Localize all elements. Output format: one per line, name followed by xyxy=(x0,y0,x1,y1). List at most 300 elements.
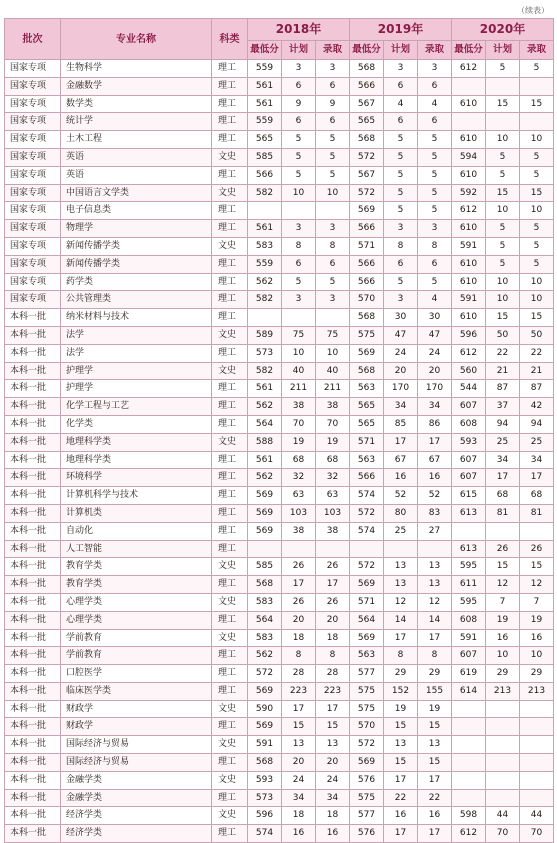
plan-2019-cell: 3 xyxy=(384,60,418,78)
category-cell: 文史 xyxy=(212,184,248,202)
major-cell: 英语 xyxy=(61,148,212,166)
major-cell: 中国语言文学类 xyxy=(61,184,212,202)
plan-2020-cell: 10 xyxy=(486,131,520,149)
table-row xyxy=(5,682,554,700)
admitted-2018-cell: 103 xyxy=(316,504,350,522)
admitted-2020-cell xyxy=(520,736,554,754)
category-cell: 文史 xyxy=(212,237,248,255)
min-score-2020-cell: 610 xyxy=(452,131,486,149)
major-cell: 临床医学类 xyxy=(61,682,212,700)
min-score-2019-cell: 572 xyxy=(350,558,384,576)
min-score-2019-cell: 566 xyxy=(350,273,384,291)
table-row xyxy=(5,202,554,220)
min-score-2018-cell: 561 xyxy=(248,451,282,469)
major-cell: 数学类 xyxy=(61,95,212,113)
admitted-2019-cell: 83 xyxy=(418,504,452,522)
min-score-2019-cell: 568 xyxy=(350,60,384,78)
min-score-2019-cell: 577 xyxy=(350,807,384,825)
admitted-2019-cell: 15 xyxy=(418,718,452,736)
admitted-2018-cell xyxy=(316,540,350,558)
plan-2018-cell: 13 xyxy=(282,736,316,754)
admitted-2018-cell: 9 xyxy=(316,95,350,113)
category-cell: 理工 xyxy=(212,718,248,736)
table-row xyxy=(5,415,554,433)
plan-2019-cell: 170 xyxy=(384,380,418,398)
plan-2018-cell: 3 xyxy=(282,60,316,78)
table-row xyxy=(5,273,554,291)
plan-2019-cell: 15 xyxy=(384,718,418,736)
table-row xyxy=(5,593,554,611)
admitted-2020-cell xyxy=(520,522,554,540)
admitted-2018-cell: 26 xyxy=(316,558,350,576)
batch-cell: 国家专项 xyxy=(5,273,61,291)
plan-2019-cell xyxy=(384,540,418,558)
category-cell: 理工 xyxy=(212,131,248,149)
category-cell: 理工 xyxy=(212,255,248,273)
table-row xyxy=(5,95,554,113)
admitted-2018-cell: 6 xyxy=(316,255,350,273)
admitted-2018-cell: 15 xyxy=(316,718,350,736)
major-cell: 土木工程 xyxy=(61,131,212,149)
table-row xyxy=(5,825,554,843)
admitted-2019-cell: 5 xyxy=(418,273,452,291)
min-score-2019-cell: 569 xyxy=(350,754,384,772)
min-score-2018-cell: 568 xyxy=(248,754,282,772)
admitted-2020-cell: 10 xyxy=(520,202,554,220)
category-cell: 理工 xyxy=(212,789,248,807)
table-row xyxy=(5,611,554,629)
batch-cell: 本科一批 xyxy=(5,469,61,487)
admitted-2020-cell: 87 xyxy=(520,380,554,398)
plan-2020-cell: 19 xyxy=(486,611,520,629)
plan-2018-cell: 26 xyxy=(282,558,316,576)
category-cell: 理工 xyxy=(212,576,248,594)
plan-2020-cell: 68 xyxy=(486,487,520,505)
table-row xyxy=(5,504,554,522)
min-score-2018-cell: 572 xyxy=(248,665,282,683)
min-score-2018-cell xyxy=(248,309,282,327)
admitted-2020-cell: 19 xyxy=(520,611,554,629)
plan-2020-cell: 7 xyxy=(486,593,520,611)
plan-2020-cell: 37 xyxy=(486,398,520,416)
table-row xyxy=(5,255,554,273)
plan-2020-cell: 10 xyxy=(486,647,520,665)
batch-cell: 国家专项 xyxy=(5,60,61,78)
major-cell: 化学类 xyxy=(61,415,212,433)
header-category: 科类 xyxy=(212,19,248,60)
min-score-2020-cell: 613 xyxy=(452,504,486,522)
batch-cell: 本科一批 xyxy=(5,362,61,380)
plan-2018-cell: 6 xyxy=(282,113,316,131)
batch-cell: 本科一批 xyxy=(5,807,61,825)
major-cell: 计算机类 xyxy=(61,504,212,522)
admitted-2019-cell: 6 xyxy=(418,77,452,95)
table-row xyxy=(5,60,554,78)
plan-2020-cell: 10 xyxy=(486,291,520,309)
admitted-2018-cell: 16 xyxy=(316,825,350,843)
admitted-2018-cell: 34 xyxy=(316,789,350,807)
major-cell: 护理学 xyxy=(61,362,212,380)
min-score-2020-cell: 610 xyxy=(452,309,486,327)
min-score-2020-cell: 614 xyxy=(452,682,486,700)
admitted-2019-cell: 5 xyxy=(418,184,452,202)
min-score-2019-cell: 577 xyxy=(350,665,384,683)
header-major: 专业名称 xyxy=(61,19,212,60)
plan-2019-cell: 20 xyxy=(384,362,418,380)
category-cell: 理工 xyxy=(212,522,248,540)
admitted-2019-cell: 5 xyxy=(418,202,452,220)
plan-2018-cell: 70 xyxy=(282,415,316,433)
min-score-2018-cell: 568 xyxy=(248,576,282,594)
plan-2019-cell: 34 xyxy=(384,398,418,416)
batch-cell: 国家专项 xyxy=(5,148,61,166)
min-score-2020-cell: 619 xyxy=(452,665,486,683)
plan-2020-cell xyxy=(486,736,520,754)
plan-2020-cell: 5 xyxy=(486,148,520,166)
plan-2018-cell: 28 xyxy=(282,665,316,683)
major-cell: 地理科学类 xyxy=(61,451,212,469)
min-score-2018-cell: 562 xyxy=(248,398,282,416)
admitted-2019-cell: 17 xyxy=(418,771,452,789)
major-cell: 生物科学 xyxy=(61,60,212,78)
min-score-2018-cell: 582 xyxy=(248,291,282,309)
min-score-2019-cell: 576 xyxy=(350,825,384,843)
plan-2020-cell: 15 xyxy=(486,184,520,202)
min-score-2018-cell: 569 xyxy=(248,682,282,700)
category-cell: 理工 xyxy=(212,665,248,683)
batch-cell: 国家专项 xyxy=(5,291,61,309)
plan-2020-cell: 21 xyxy=(486,362,520,380)
category-cell: 理工 xyxy=(212,415,248,433)
min-score-2019-cell: 565 xyxy=(350,398,384,416)
batch-cell: 本科一批 xyxy=(5,344,61,362)
plan-2018-cell: 103 xyxy=(282,504,316,522)
admitted-2020-cell: 10 xyxy=(520,273,554,291)
plan-2019-cell: 8 xyxy=(384,647,418,665)
min-score-2018-cell: 583 xyxy=(248,237,282,255)
batch-cell: 本科一批 xyxy=(5,789,61,807)
admitted-2018-cell: 8 xyxy=(316,647,350,665)
table-row xyxy=(5,113,554,131)
admitted-2020-cell xyxy=(520,113,554,131)
plan-2019-cell: 17 xyxy=(384,771,418,789)
batch-cell: 国家专项 xyxy=(5,131,61,149)
admitted-2018-cell: 211 xyxy=(316,380,350,398)
header-admitted: 录取 xyxy=(316,41,350,60)
category-cell: 文史 xyxy=(212,807,248,825)
min-score-2020-cell xyxy=(452,77,486,95)
plan-2018-cell: 38 xyxy=(282,522,316,540)
min-score-2018-cell: 583 xyxy=(248,629,282,647)
min-score-2020-cell: 591 xyxy=(452,237,486,255)
major-cell: 口腔医学 xyxy=(61,665,212,683)
min-score-2019-cell: 567 xyxy=(350,95,384,113)
admitted-2018-cell: 13 xyxy=(316,736,350,754)
admitted-2019-cell: 27 xyxy=(418,522,452,540)
plan-2019-cell: 22 xyxy=(384,789,418,807)
admitted-2019-cell: 8 xyxy=(418,647,452,665)
min-score-2020-cell: 610 xyxy=(452,273,486,291)
admitted-2019-cell: 16 xyxy=(418,469,452,487)
admitted-2020-cell: 22 xyxy=(520,344,554,362)
admitted-2018-cell: 40 xyxy=(316,362,350,380)
table-row xyxy=(5,344,554,362)
major-cell: 经济学类 xyxy=(61,825,212,843)
plan-2018-cell: 223 xyxy=(282,682,316,700)
min-score-2020-cell: 612 xyxy=(452,60,486,78)
major-cell: 公共管理类 xyxy=(61,291,212,309)
admitted-2019-cell: 15 xyxy=(418,754,452,772)
admitted-2019-cell: 17 xyxy=(418,433,452,451)
batch-cell: 本科一批 xyxy=(5,522,61,540)
admitted-2019-cell: 52 xyxy=(418,487,452,505)
min-score-2018-cell: 559 xyxy=(248,255,282,273)
major-cell: 电子信息类 xyxy=(61,202,212,220)
min-score-2019-cell: 569 xyxy=(350,344,384,362)
plan-2020-cell: 16 xyxy=(486,629,520,647)
plan-2020-cell xyxy=(486,771,520,789)
min-score-2020-cell xyxy=(452,718,486,736)
min-score-2019-cell: 568 xyxy=(350,362,384,380)
table-row xyxy=(5,326,554,344)
min-score-2019-cell: 569 xyxy=(350,202,384,220)
admitted-2018-cell: 3 xyxy=(316,60,350,78)
plan-2020-cell: 34 xyxy=(486,451,520,469)
plan-2020-cell: 94 xyxy=(486,415,520,433)
plan-2019-cell: 3 xyxy=(384,291,418,309)
admitted-2019-cell: 30 xyxy=(418,309,452,327)
plan-2020-cell: 22 xyxy=(486,344,520,362)
category-cell: 理工 xyxy=(212,451,248,469)
admitted-2020-cell xyxy=(520,771,554,789)
min-score-2018-cell: 562 xyxy=(248,647,282,665)
major-cell: 学前教育 xyxy=(61,629,212,647)
admitted-2018-cell: 6 xyxy=(316,113,350,131)
plan-2018-cell: 10 xyxy=(282,184,316,202)
admitted-2018-cell xyxy=(316,202,350,220)
plan-2019-cell: 5 xyxy=(384,202,418,220)
min-score-2019-cell: 576 xyxy=(350,771,384,789)
min-score-2019-cell: 572 xyxy=(350,148,384,166)
table-row xyxy=(5,665,554,683)
category-cell: 文史 xyxy=(212,148,248,166)
min-score-2020-cell: 594 xyxy=(452,148,486,166)
admitted-2020-cell: 5 xyxy=(520,237,554,255)
plan-2020-cell: 44 xyxy=(486,807,520,825)
plan-2018-cell: 6 xyxy=(282,77,316,95)
plan-2020-cell xyxy=(486,113,520,131)
min-score-2019-cell: 563 xyxy=(350,647,384,665)
major-cell: 财政学 xyxy=(61,718,212,736)
admitted-2020-cell: 15 xyxy=(520,309,554,327)
plan-2020-cell: 17 xyxy=(486,469,520,487)
batch-cell: 国家专项 xyxy=(5,113,61,131)
header-batch: 批次 xyxy=(5,19,61,60)
batch-cell: 本科一批 xyxy=(5,398,61,416)
plan-2020-cell: 5 xyxy=(486,237,520,255)
admitted-2019-cell: 5 xyxy=(418,166,452,184)
batch-cell: 本科一批 xyxy=(5,682,61,700)
admitted-2020-cell: 17 xyxy=(520,469,554,487)
header-min-score: 最低分 xyxy=(452,41,486,60)
header-year-2019: 2019年 xyxy=(350,19,452,41)
admitted-2019-cell: 3 xyxy=(418,60,452,78)
plan-2018-cell: 63 xyxy=(282,487,316,505)
major-cell: 金融学类 xyxy=(61,771,212,789)
admission-table xyxy=(4,18,554,843)
admitted-2019-cell: 4 xyxy=(418,95,452,113)
category-cell: 理工 xyxy=(212,398,248,416)
major-cell: 统计学 xyxy=(61,113,212,131)
min-score-2019-cell: 563 xyxy=(350,380,384,398)
header-plan: 计划 xyxy=(282,41,316,60)
plan-2019-cell: 52 xyxy=(384,487,418,505)
plan-2018-cell: 3 xyxy=(282,220,316,238)
plan-2018-cell: 17 xyxy=(282,576,316,594)
min-score-2018-cell: 569 xyxy=(248,504,282,522)
min-score-2019-cell: 563 xyxy=(350,451,384,469)
admitted-2019-cell: 12 xyxy=(418,593,452,611)
min-score-2020-cell xyxy=(452,700,486,718)
batch-cell: 国家专项 xyxy=(5,95,61,113)
min-score-2020-cell: 593 xyxy=(452,433,486,451)
min-score-2019-cell: 566 xyxy=(350,255,384,273)
category-cell: 理工 xyxy=(212,754,248,772)
admitted-2019-cell: 4 xyxy=(418,291,452,309)
major-cell: 英语 xyxy=(61,166,212,184)
min-score-2019-cell: 566 xyxy=(350,469,384,487)
admitted-2018-cell: 5 xyxy=(316,131,350,149)
min-score-2020-cell: 612 xyxy=(452,825,486,843)
plan-2019-cell: 13 xyxy=(384,576,418,594)
admitted-2018-cell: 75 xyxy=(316,326,350,344)
admitted-2018-cell: 10 xyxy=(316,344,350,362)
category-cell: 文史 xyxy=(212,736,248,754)
category-cell: 文史 xyxy=(212,700,248,718)
admitted-2019-cell: 8 xyxy=(418,237,452,255)
major-cell: 纳米材料与技术 xyxy=(61,309,212,327)
admitted-2019-cell: 29 xyxy=(418,665,452,683)
min-score-2018-cell: 562 xyxy=(248,273,282,291)
min-score-2020-cell xyxy=(452,113,486,131)
table-row xyxy=(5,77,554,95)
batch-cell: 本科一批 xyxy=(5,326,61,344)
table-row xyxy=(5,736,554,754)
header-year-2020: 2020年 xyxy=(452,19,554,41)
batch-cell: 本科一批 xyxy=(5,736,61,754)
plan-2019-cell: 6 xyxy=(384,255,418,273)
admitted-2020-cell: 10 xyxy=(520,131,554,149)
min-score-2020-cell xyxy=(452,522,486,540)
major-cell: 金融数学 xyxy=(61,77,212,95)
plan-2020-cell: 213 xyxy=(486,682,520,700)
plan-2019-cell: 25 xyxy=(384,522,418,540)
min-score-2019-cell: 571 xyxy=(350,237,384,255)
batch-cell: 国家专项 xyxy=(5,237,61,255)
min-score-2020-cell: 607 xyxy=(452,469,486,487)
major-cell: 金融学类 xyxy=(61,789,212,807)
admitted-2020-cell xyxy=(520,77,554,95)
category-cell: 理工 xyxy=(212,77,248,95)
batch-cell: 国家专项 xyxy=(5,166,61,184)
min-score-2019-cell: 572 xyxy=(350,504,384,522)
min-score-2018-cell: 590 xyxy=(248,700,282,718)
category-cell: 文史 xyxy=(212,326,248,344)
min-score-2018-cell xyxy=(248,202,282,220)
admitted-2020-cell: 5 xyxy=(520,220,554,238)
table-row xyxy=(5,451,554,469)
plan-2018-cell: 5 xyxy=(282,273,316,291)
plan-2018-cell: 18 xyxy=(282,807,316,825)
plan-2018-cell: 75 xyxy=(282,326,316,344)
admitted-2020-cell: 10 xyxy=(520,647,554,665)
major-cell: 计算机科学与技术 xyxy=(61,487,212,505)
batch-cell: 本科一批 xyxy=(5,487,61,505)
major-cell: 财政学 xyxy=(61,700,212,718)
plan-2020-cell: 5 xyxy=(486,255,520,273)
admitted-2020-cell: 29 xyxy=(520,665,554,683)
min-score-2018-cell: 569 xyxy=(248,487,282,505)
min-score-2018-cell: 588 xyxy=(248,433,282,451)
min-score-2018-cell: 565 xyxy=(248,131,282,149)
plan-2019-cell: 85 xyxy=(384,415,418,433)
continued-note: （续表） xyxy=(517,6,549,15)
plan-2019-cell: 17 xyxy=(384,825,418,843)
plan-2019-cell: 30 xyxy=(384,309,418,327)
batch-cell: 本科一批 xyxy=(5,647,61,665)
admitted-2020-cell: 94 xyxy=(520,415,554,433)
min-score-2019-cell xyxy=(350,540,384,558)
min-score-2018-cell: 561 xyxy=(248,77,282,95)
min-score-2018-cell: 559 xyxy=(248,60,282,78)
batch-cell: 本科一批 xyxy=(5,629,61,647)
admitted-2018-cell: 20 xyxy=(316,611,350,629)
min-score-2018-cell: 585 xyxy=(248,148,282,166)
batch-cell: 本科一批 xyxy=(5,558,61,576)
admitted-2019-cell: 17 xyxy=(418,629,452,647)
min-score-2019-cell: 574 xyxy=(350,487,384,505)
min-score-2020-cell: 610 xyxy=(452,166,486,184)
min-score-2019-cell: 571 xyxy=(350,433,384,451)
plan-2018-cell: 24 xyxy=(282,771,316,789)
table-row xyxy=(5,718,554,736)
category-cell: 理工 xyxy=(212,60,248,78)
major-cell: 护理学 xyxy=(61,380,212,398)
min-score-2018-cell: 561 xyxy=(248,220,282,238)
admitted-2020-cell: 81 xyxy=(520,504,554,522)
admitted-2019-cell: 13 xyxy=(418,576,452,594)
admitted-2020-cell: 50 xyxy=(520,326,554,344)
min-score-2018-cell xyxy=(248,540,282,558)
min-score-2018-cell: 573 xyxy=(248,344,282,362)
admitted-2019-cell: 47 xyxy=(418,326,452,344)
category-cell: 理工 xyxy=(212,469,248,487)
table-row xyxy=(5,131,554,149)
plan-2020-cell: 50 xyxy=(486,326,520,344)
major-cell: 物理学 xyxy=(61,220,212,238)
plan-2018-cell: 38 xyxy=(282,398,316,416)
plan-2019-cell: 29 xyxy=(384,665,418,683)
table-row xyxy=(5,807,554,825)
admitted-2018-cell: 32 xyxy=(316,469,350,487)
table-row xyxy=(5,558,554,576)
min-score-2018-cell: 582 xyxy=(248,362,282,380)
admitted-2020-cell: 26 xyxy=(520,540,554,558)
category-cell: 理工 xyxy=(212,309,248,327)
admitted-2018-cell: 17 xyxy=(316,576,350,594)
category-cell: 文史 xyxy=(212,558,248,576)
table-row xyxy=(5,647,554,665)
